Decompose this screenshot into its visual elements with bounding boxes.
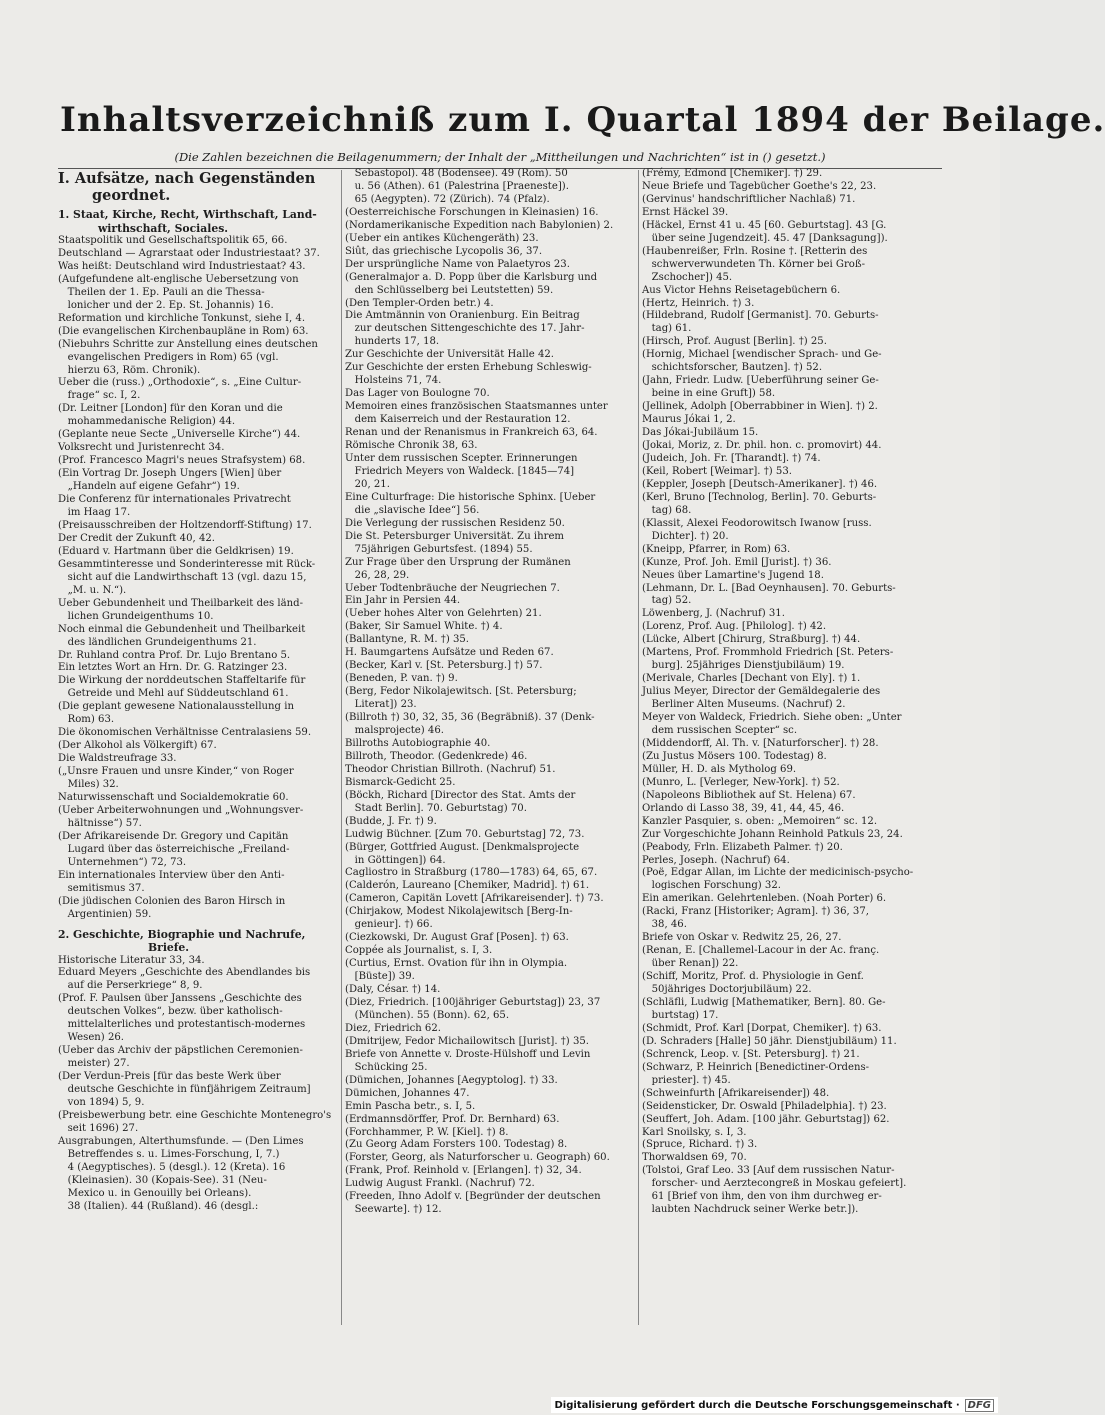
- index-entry: Die ökonomischen Verhältnisse Centralasiens 59.: [58, 727, 312, 739]
- index-entry: (Eduard v. Hartmann über die Geldkrisen) 19.: [58, 545, 294, 557]
- index-entry: (Napoleons Bibliothek auf St. Helena) 67.: [642, 789, 856, 801]
- index-entry: Aus Victor Hehns Reisetagebüchern 6.: [642, 284, 841, 296]
- index-entry: 4 (Aegyptisches). 5 (desgl.). 12 (Kreta). 16: [58, 1161, 286, 1173]
- index-entry: malsprojecte) 46.: [345, 724, 444, 736]
- index-entry: (Der Afrikareisende Dr. Gregory und Capitän: [58, 830, 289, 842]
- index-entry: (Ueber Arbeiterwohnungen und „Wohnungsver-: [58, 804, 304, 816]
- index-entry: („Unsre Frauen und unsre Kinder,“ von Roger: [58, 766, 294, 778]
- index-entry: Bismarck-Gedicht 25.: [345, 776, 456, 788]
- dfg-logo: DFG: [965, 1399, 994, 1412]
- index-entry: (Kerl, Bruno [Technolog, Berlin]. 70. Geburts-: [642, 491, 877, 503]
- index-entry: Der Credit der Zukunft 40, 42.: [58, 532, 215, 544]
- index-entry: Die Wirkung der norddeutschen Staffeltarife für: [58, 675, 306, 687]
- index-entry: (Schweinfurth [Afrikareisender]) 48.: [642, 1087, 830, 1099]
- index-entry: Ueber die (russ.) „Orthodoxie“, s. „Eine Cultur-: [58, 377, 302, 389]
- section-heading: I. Aufsätze, nach Gegenständen: [58, 170, 316, 187]
- index-entry: hunderts 17, 18.: [345, 336, 440, 348]
- index-entry: (Hertz, Heinrich. †) 3.: [642, 297, 755, 309]
- index-entry: (Kunze, Prof. Joh. Emil [Jurist]. †) 36.: [642, 556, 832, 568]
- index-entry: (Schrenck, Leop. v. [St. Petersburg]. †) 21.: [642, 1048, 860, 1060]
- index-entry: (Aufgefundene alt-englische Uebersetzung von: [58, 273, 299, 285]
- index-entry: (Oesterreichische Forschungen in Kleinasien) 16.: [345, 206, 599, 218]
- index-entry: über seine Jugendzeit]. 45. 47 [Danksagung]).: [642, 232, 888, 244]
- index-entry: Theilen der 1. Ep. Pauli an die Thessa-: [58, 286, 265, 298]
- index-entry: (Die evangelischen Kirchenbaupläne in Rom) 63.: [58, 325, 309, 337]
- index-entry: Berliner Alten Museums. (Nachruf) 2.: [642, 699, 846, 711]
- index-entry: (Der Alkohol als Völkergift) 67.: [58, 740, 217, 752]
- index-entry: Memoiren eines französischen Staatsmannes unter: [345, 401, 608, 413]
- index-entry: Betreffendes s. u. Limes-Forschung, I, 7.): [58, 1148, 280, 1160]
- index-entry: burg]. 25jähriges Dienstjubiläum) 19.: [642, 660, 845, 672]
- index-entry: Die Verlegung der russischen Residenz 50.: [345, 517, 565, 529]
- index-entry: (Zu Justus Mösers 100. Todestag) 8.: [642, 750, 827, 762]
- index-entry: forscher- und Aerztecongreß in Moskau gefeiert].: [642, 1178, 907, 1190]
- subsection-heading: Briefe.: [148, 941, 190, 955]
- index-entry: Die Waldstreufrage 33.: [58, 753, 177, 765]
- index-entry: Ernst Häckel 39.: [642, 206, 729, 218]
- index-entry: (Jahn, Friedr. Ludw. [Ueberführung seiner Ge-: [642, 375, 879, 387]
- index-entry: (Renan, E. [Challemel-Lacour in der Ac. franç.: [642, 945, 880, 957]
- index-entry: u. 56 (Athen). 61 (Palestrina [Praeneste]).: [345, 180, 569, 192]
- index-entry: (Poë, Edgar Allan, im Lichte der medicinisch-psycho-: [642, 867, 914, 879]
- index-entry: (Zu Georg Adam Forsters 100. Todestag) 8.: [345, 1139, 568, 1151]
- index-entry: Wesen) 26.: [58, 1032, 125, 1044]
- index-entry: schichtsforscher, Bautzen]. †) 52.: [642, 362, 823, 374]
- subsection-heading: wirthschaft, Sociales.: [98, 221, 229, 235]
- index-entry: Julius Meyer, Director der Gemäldegalerie des: [642, 686, 881, 698]
- index-entry: (Ueber hohes Alter von Gelehrten) 21.: [345, 608, 542, 620]
- index-entry: Renan und der Renanismus in Frankreich 63, 64.: [345, 427, 598, 439]
- index-entry: im Haag 17.: [58, 507, 131, 519]
- index-entry: (Lehmann, Dr. L. [Bad Oeynhausen]. 70. Geburts-: [642, 582, 896, 594]
- index-entry: (Ueber das Archiv der päpstlichen Ceremonien-: [58, 1045, 303, 1057]
- index-entry: Miles) 32.: [58, 779, 119, 791]
- index-entry: (Becker, Karl v. [St. Petersburg.] †) 57.: [345, 660, 543, 672]
- index-entry: Stadt Berlin]. 70. Geburtstag) 70.: [345, 802, 527, 814]
- index-entry: (Klassit, Alexei Feodorowitsch Iwanow [russ.: [642, 517, 872, 529]
- index-entry: (Martens, Prof. Frommhold Friedrich [St. Peters-: [642, 647, 894, 659]
- index-entry: Neue Briefe und Tagebücher Goethe's 22, 23.: [642, 180, 877, 192]
- index-entry: des ländlichen Grundeigenthums 21.: [58, 636, 257, 648]
- index-entry: (Kneipp, Pfarrer, in Rom) 63.: [642, 543, 791, 555]
- index-entry: Billroths Autobiographie 40.: [345, 737, 491, 749]
- entry-list: [58, 235, 340, 922]
- index-entry: deutschen Volkes“, bezw. über katholisch-: [58, 1006, 283, 1018]
- index-entry: Diez, Friedrich 62.: [345, 1022, 441, 1034]
- index-entry: dem russischen Scepter“ sc.: [642, 724, 798, 736]
- index-entry: 20, 21.: [345, 478, 390, 490]
- index-entry: (Keil, Robert [Weimar]. †) 53.: [642, 465, 792, 477]
- index-entry: Lugard über das österreichische „Freiland-: [58, 843, 290, 855]
- index-entry: Zur Geschichte der Universität Halle 42.: [345, 349, 555, 361]
- index-entry: Müller, H. D. als Mytholog 69.: [642, 763, 797, 775]
- index-entry: Eine Culturfrage: Die historische Sphinx. [Ueber: [345, 491, 596, 503]
- index-entry: (Diez, Friedrich. [100jähriger Geburtstag]) 23, 37: [345, 997, 601, 1008]
- index-entry: (Ein Vortrag Dr. Joseph Ungers [Wien] über: [58, 468, 282, 480]
- index-entry: Billroth, Theodor. (Gedenkrede) 46.: [345, 750, 528, 762]
- index-entry: über Renan]) 22.: [642, 958, 739, 970]
- index-entry: Briefe von Oskar v. Redwitz 25, 26, 27.: [642, 932, 842, 944]
- index-entry: (Kleinasien). 30 (Kopais-See). 31 (Neu-: [58, 1174, 267, 1186]
- index-entry: Ueber Gebundenheit und Theilbarkeit des länd-: [58, 597, 304, 609]
- index-entry: Zur Geschichte der ersten Erhebung Schleswig-: [345, 362, 592, 374]
- index-entry: schwerverwundeten Th. Körner bei Groß-: [642, 258, 866, 270]
- entry-list: [58, 955, 340, 1214]
- index-entry: semitismus 37.: [58, 882, 145, 894]
- index-entry: (Berg, Fedor Nikolajewitsch. [St. Petersburg;: [345, 686, 577, 698]
- index-entry: (Schmidt, Prof. Karl [Dorpat, Chemiker]. †) 63.: [642, 1022, 882, 1034]
- index-entry: Noch einmal die Gebundenheit und Theilbarkeit: [58, 623, 306, 635]
- index-entry: (Lorenz, Prof. Aug. [Philolog]. †) 42.: [642, 621, 827, 633]
- index-entry: (Schiff, Moritz, Prof. d. Physiologie in Genf.: [642, 971, 864, 983]
- index-entry: Staatspolitik und Gesellschaftspolitik 65, 66.: [58, 235, 288, 246]
- index-entry: deutsche Geschichte in fünfjährigem Zeitraum]: [58, 1084, 311, 1096]
- index-entry: „Handeln auf eigene Gefahr“) 19.: [58, 481, 240, 493]
- index-entry: Sebastopol). 48 (Bodensee). 49 (Rom). 50: [345, 168, 568, 179]
- index-entry: Emin Pascha betr., s. I, 5.: [345, 1100, 476, 1112]
- index-entry: (Schläfli, Ludwig [Mathematiker, Bern]. 80. Ge-: [642, 997, 886, 1008]
- index-entry: Dr. Ruhland contra Prof. Dr. Lujo Brentano 5.: [58, 649, 291, 661]
- index-entry: (Tolstoi, Graf Leo. 33 [Auf dem russischen Natur-: [642, 1165, 895, 1177]
- index-entry: Eduard Meyers „Geschichte des Abendlandes bis: [58, 967, 311, 979]
- index-entry: Karl Snoilsky, s. I, 3.: [642, 1126, 747, 1138]
- index-entry: (Frank, Prof. Reinhold v. [Erlangen]. †) 32, 34.: [345, 1165, 582, 1177]
- index-entry: Dümichen, Johannes 47.: [345, 1087, 470, 1099]
- index-entry: (Hornig, Michael [wendischer Sprach- und Ge-: [642, 349, 882, 361]
- index-entry: tag) 61.: [642, 323, 692, 335]
- index-entry: „M. u. N.“).: [58, 584, 127, 596]
- index-entry: Gesammtinteresse und Sonderinteresse mit Rück-: [58, 558, 316, 570]
- index-entry: in Göttingen]) 64.: [345, 854, 446, 866]
- index-entry: (Geplante neue Secte „Universelle Kirche“) 44.: [58, 429, 301, 441]
- index-entry: Die Amtmännin von Oranienburg. Ein Beitrag: [345, 310, 580, 322]
- index-entry: (Preisbewerbung betr. eine Geschichte Montenegro's: [58, 1109, 332, 1121]
- index-entry: 61 [Brief von ihm, den von ihm durchweg er-: [642, 1191, 882, 1203]
- index-entry: von 1894) 5, 9.: [58, 1097, 145, 1108]
- index-entry: die „slavische Idee“] 56.: [345, 504, 480, 516]
- index-entry: Ludwig August Frankl. (Nachruf) 72.: [345, 1178, 535, 1190]
- index-entry: H. Baumgartens Aufsätze und Reden 67.: [345, 647, 554, 659]
- index-entry: Argentinien) 59.: [58, 908, 152, 920]
- index-entry: Holsteins 71, 74.: [345, 375, 442, 387]
- index-entry: den Schlüsselberg bei Leutstetten) 59.: [345, 284, 554, 296]
- index-entry: Die Conferenz für internationales Privatrecht: [58, 494, 291, 506]
- index-entry: Ludwig Büchner. [Zum 70. Geburtstag] 72, 73.: [345, 828, 585, 840]
- index-entry: Das Jókai-Jubiläum 15.: [642, 427, 759, 439]
- index-entry: Mexico u. in Genouilly bei Orleans).: [58, 1187, 252, 1199]
- index-entry: Unternehmen“) 72, 73.: [58, 856, 187, 868]
- index-entry: (Prof. F. Paulsen über Janssens „Geschichte des: [58, 993, 302, 1005]
- page-subtitle: (Die Zahlen bezeichnen die Beilagenummern; der Inhalt der „Mittheilungen und Nachrichten“ ist in () gesetzt.): [174, 150, 826, 164]
- index-entry: (Baker, Sir Samuel White. †) 4.: [345, 621, 503, 633]
- index-entry: Ueber Todtenbräuche der Neugriechen 7.: [345, 582, 560, 594]
- index-entry: (Peabody, Frln. Elizabeth Palmer. †) 20.: [642, 841, 843, 853]
- index-entry: Thorwaldsen 69, 70.: [642, 1152, 747, 1164]
- index-entry: (Forchhammer, P. W. [Kiel]. †) 8.: [345, 1126, 509, 1138]
- index-entry: (Beneden, P. van. †) 9.: [345, 673, 458, 685]
- index-entry: Der ursprüngliche Name von Palaetyros 23.: [345, 258, 570, 270]
- index-entry: Dichter]. †) 20.: [642, 530, 729, 542]
- index-entry: (Judeich, Joh. Fr. [Tharandt]. †) 74.: [642, 452, 821, 464]
- index-entry: (D. Schraders [Halle] 50 jähr. Dienstjubiläum) 11.: [642, 1035, 897, 1047]
- index-entry: Friedrich Meyers von Waldeck. [1845—74]: [345, 465, 575, 477]
- index-entry: Naturwissenschaft und Socialdemokratie 60.: [58, 791, 289, 803]
- index-entry: Volksrecht und Juristenrecht 34.: [58, 442, 225, 454]
- index-entry: (Racki, Franz [Historiker; Agram]. †) 36, 37,: [642, 906, 869, 918]
- index-entry: (Die geplant gewesene Nationalausstellung in: [58, 701, 294, 713]
- entry-list: [642, 168, 942, 1217]
- index-entry: Ein letztes Wort an Hrn. Dr. G. Ratzinger 23.: [58, 662, 288, 674]
- index-entry: 38, 46.: [642, 919, 687, 931]
- index-entry: Rom) 63.: [58, 714, 115, 726]
- index-entry: Theodor Christian Billroth. (Nachruf) 51.: [345, 763, 556, 775]
- index-entry: (Forster, Georg, als Naturforscher u. Geograph) 60.: [345, 1152, 610, 1164]
- index-entry: (Hildebrand, Rudolf [Germanist]. 70. Geburts-: [642, 310, 879, 322]
- index-entry: (Munro, L. [Verleger, New-York]. †) 52.: [642, 776, 840, 788]
- index-entry: mittelalterliches und protestantisch-modernes: [58, 1019, 306, 1031]
- subsection-heading: 2. Geschichte, Biographie und Nachrufe,: [58, 927, 306, 941]
- index-entry: frage“ sc. I, 2.: [58, 390, 141, 402]
- index-entry: (Freeden, Ihno Adolf v. [Begründer der deutschen: [345, 1191, 601, 1203]
- index-entry: Deutschland — Agrarstaat oder Industriestaat? 37.: [58, 247, 320, 259]
- index-entry: (Curtius, Ernst. Ovation für ihn in Olympia.: [345, 958, 568, 970]
- index-entry: Zschocher]) 45.: [642, 271, 733, 283]
- index-entry: Getreide und Mehl auf Süddeutschland 61.: [58, 688, 289, 700]
- index-entry: (Spruce, Richard. †) 3.: [642, 1139, 758, 1151]
- index-entry: Löwenberg, J. (Nachruf) 31.: [642, 608, 785, 620]
- index-entry: (Böckh, Richard [Director des Stat. Amts der: [345, 789, 576, 801]
- index-entry: (Generalmajor a. D. Popp über die Karlsburg und: [345, 271, 598, 283]
- index-entry: [Büste]) 39.: [345, 971, 415, 983]
- index-entry: Das Lager von Boulogne 70.: [345, 388, 490, 400]
- index-entry: (Jellinek, Adolph [Oberrabbiner in Wien]. †) 2.: [642, 401, 878, 413]
- index-entry: logischen Forschung) 32.: [642, 880, 781, 892]
- index-entry: (Der Verdun-Preis [für das beste Werk über: [58, 1071, 281, 1083]
- index-entry: (Frémy, Edmond [Chemiker]. †) 29.: [642, 168, 823, 179]
- column-divider: [638, 170, 639, 1325]
- index-entry: (Niebuhrs Schritte zur Anstellung eines deutschen: [58, 338, 318, 350]
- index-entry: (Nordamerikanische Expedition nach Babylonien) 2.: [345, 219, 614, 231]
- index-entry: zur deutschen Sittengeschichte des 17. Jahr-: [345, 323, 585, 335]
- index-entry: Ein amerikan. Gelehrtenleben. (Noah Porter) 6.: [642, 893, 887, 905]
- index-entry: tag) 68.: [642, 504, 692, 516]
- index-entry: Schücking 25.: [345, 1061, 428, 1073]
- index-entry: (Jokai, Moriz, z. Dr. phil. hon. c. promovirt) 44.: [642, 440, 882, 452]
- index-entry: (Dr. Leitner [London] für den Koran und die: [58, 403, 283, 415]
- index-entry: (Die jüdischen Colonien des Baron Hirsch in: [58, 895, 286, 907]
- index-entry: (Budde, J. Fr. †) 9.: [345, 815, 437, 827]
- index-entry: priester]. †) 45.: [642, 1074, 731, 1086]
- column-3: [642, 168, 942, 1217]
- index-entry: (Prof. Francesco Magri's neues Strafsystem) 68.: [58, 455, 306, 467]
- index-entry: (Daly, César. †) 14.: [345, 984, 441, 996]
- index-entry: (Dmitrijew, Fedor Michailowitsch [Jurist]. †) 35.: [345, 1035, 590, 1047]
- index-entry: (Seidensticker, Dr. Oswald [Philadelphia]. †) 23.: [642, 1100, 887, 1112]
- index-entry: Die St. Petersburger Universität. Zu ihrem: [345, 530, 565, 542]
- index-entry: Ausgrabungen, Alterthumsfunde. — (Den Limes: [58, 1135, 304, 1147]
- index-entry: (Calderón, Laureano [Chemiker, Madrid]. †) 61.: [345, 880, 590, 892]
- index-entry: hältnisse“) 57.: [58, 817, 142, 829]
- index-entry: Historische Literatur 33, 34.: [58, 954, 205, 966]
- index-entry: (Middendorff, Al. Th. v. [Naturforscher]. †) 28.: [642, 737, 879, 749]
- index-entry: (Ciezkowski, Dr. August Graf [Posen]. †) 63.: [345, 932, 569, 944]
- index-entry: lonicher und der 2. Ep. St. Johannis) 16.: [58, 299, 274, 311]
- index-entry: Kanzler Pasquier, s. oben: „Memoiren“ sc. 12.: [642, 815, 878, 827]
- page-title: Inhaltsverzeichniß zum I. Quartal 1894 der Beilage.: [60, 100, 1105, 140]
- index-entry: (Häckel, Ernst 41 u. 45 [60. Geburtstag]. 43 [G.: [642, 219, 887, 231]
- index-entry: Was heißt: Deutschland wird Industriestaat? 43.: [58, 260, 306, 272]
- index-entry: (Chirjakow, Modest Nikolajewitsch [Berg-In-: [345, 906, 573, 918]
- index-entry: dem Kaiserreich und der Restauration 12.: [345, 414, 571, 426]
- index-entry: (Den Templer-Orden betr.) 4.: [345, 297, 494, 309]
- index-entry: (Seuffert, Joh. Adam. [100 jähr. Geburtstag]) 62.: [642, 1113, 890, 1125]
- column-1: [58, 168, 340, 1214]
- index-entry: (Merivale, Charles [Dechant von Ely]. †) 1.: [642, 673, 861, 685]
- index-entry: (Preisausschreiben der Holtzendorff-Stiftung) 17.: [58, 519, 312, 531]
- index-entry: Zur Vorgeschichte Johann Reinhold Patkuls 23, 24.: [642, 828, 903, 840]
- index-entry: Reformation und kirchliche Tonkunst, siehe I, 4.: [58, 312, 306, 324]
- index-entry: Perles, Joseph. (Nachruf) 64.: [642, 854, 790, 866]
- index-entry: (Keppler, Joseph [Deutsch-Amerikaner]. †) 46.: [642, 478, 878, 490]
- index-entry: Seewarte]. †) 12.: [345, 1204, 442, 1216]
- index-entry: Ein internationales Interview über den Anti-: [58, 869, 285, 881]
- index-entry: 65 (Aegypten). 72 (Zürich). 74 (Pfalz).: [345, 193, 550, 205]
- index-entry: (Cameron, Capitän Lovett [Afrikareisender]. †) 73.: [345, 893, 604, 905]
- index-entry: (Dümichen, Johannes [Aegyptolog]. †) 33.: [345, 1074, 558, 1086]
- column-2: [345, 168, 637, 1217]
- digitization-footer: [551, 1397, 999, 1413]
- index-entry: Maurus Jókai 1, 2.: [642, 414, 736, 426]
- index-entry: lichen Grundeigenthums 10.: [58, 610, 214, 622]
- subsection-heading: 1. Staat, Kirche, Recht, Wirthschaft, Land-: [58, 208, 317, 221]
- index-entry: (Ueber ein antikes Küchengeräth) 23.: [345, 232, 539, 244]
- entry-list: [345, 168, 637, 1217]
- index-entry: mohammedanische Religion) 44.: [58, 416, 236, 428]
- index-entry: sicht auf die Landwirthschaft 13 (vgl. dazu 15,: [58, 571, 307, 583]
- index-entry: tag) 52.: [642, 595, 692, 607]
- index-entry: (Haubenreißer, Frln. Rosine †. [Retterin des: [642, 245, 868, 257]
- index-entry: meister) 27.: [58, 1058, 130, 1070]
- section-heading: geordnet.: [92, 187, 171, 204]
- index-entry: beine in eine Gruft]) 58.: [642, 388, 776, 400]
- index-entry: Coppée als Journalist, s. I, 3.: [345, 945, 493, 957]
- index-entry: burtstag) 17.: [642, 1009, 719, 1021]
- index-entry: Briefe von Annette v. Droste-Hülshoff und Levin: [345, 1048, 591, 1060]
- index-entry: (Gervinus' handschriftlicher Nachlaß) 71.: [642, 193, 856, 205]
- index-entry: auf die Perserkriege“ 8, 9.: [58, 980, 203, 992]
- index-entry: 75jährigen Geburtsfest. (1894) 55.: [345, 543, 533, 555]
- index-entry: evangelischen Predigers in Rom) 65 (vgl.: [58, 351, 279, 363]
- index-entry: (Hirsch, Prof. August [Berlin]. †) 25.: [642, 336, 827, 348]
- column-divider: [341, 170, 342, 1325]
- index-entry: genieur]. †) 66.: [345, 919, 433, 931]
- index-entry: Ein Jahr in Persien 44.: [345, 595, 461, 607]
- index-entry: Orlando di Lasso 38, 39, 41, 44, 45, 46.: [642, 802, 845, 814]
- index-entry: (Lücke, Albert [Chirurg, Straßburg]. †) 44.: [642, 634, 861, 646]
- index-entry: (Erdmannsdörffer, Prof. Dr. Bernhard) 63.: [345, 1113, 560, 1125]
- index-entry: (Ballantyne, R. M. †) 35.: [345, 634, 470, 646]
- index-entry: laubten Nachdruck seiner Werke betr.]).: [642, 1204, 859, 1216]
- index-entry: seit 1696) 27.: [58, 1122, 139, 1134]
- index-entry: (München). 55 (Bonn). 62, 65.: [345, 1009, 510, 1021]
- index-entry: Literat]) 23.: [345, 699, 417, 711]
- index-entry: hierzu 63, Röm. Chronik).: [58, 364, 201, 376]
- index-entry: Meyer von Waldeck, Friedrich. Siehe oben: „Unter: [642, 712, 902, 724]
- index-entry: Siût, das griechische Lycopolis 36, 37.: [345, 245, 543, 257]
- footer-text: Digitalisierung gefördert durch die Deutsche Forschungsgemeinschaft ·: [554, 1399, 960, 1411]
- index-entry: (Bürger, Gottfried August. [Denkmalsprojecte: [345, 841, 580, 853]
- index-entry: Zur Frage über den Ursprung der Rumänen: [345, 556, 571, 568]
- index-entry: 26, 28, 29.: [345, 569, 410, 581]
- index-entry: 38 (Italien). 44 (Rußland). 46 (desgl.:: [58, 1200, 259, 1212]
- index-entry: Römische Chronik 38, 63.: [345, 440, 478, 452]
- index-entry: (Billroth †) 30, 32, 35, 36 (Begräbniß). 37 (Denk-: [345, 712, 595, 724]
- index-entry: 50jähriges Doctorjubiläum) 22.: [642, 984, 812, 996]
- index-entry: Unter dem russischen Scepter. Erinnerungen: [345, 452, 578, 464]
- index-entry: Cagliostro in Straßburg (1780—1783) 64, 65, 67.: [345, 867, 598, 879]
- index-entry: Neues über Lamartine's Jugend 18.: [642, 569, 824, 581]
- index-entry: (Schwarz, P. Heinrich [Benedictiner-Ordens-: [642, 1061, 870, 1073]
